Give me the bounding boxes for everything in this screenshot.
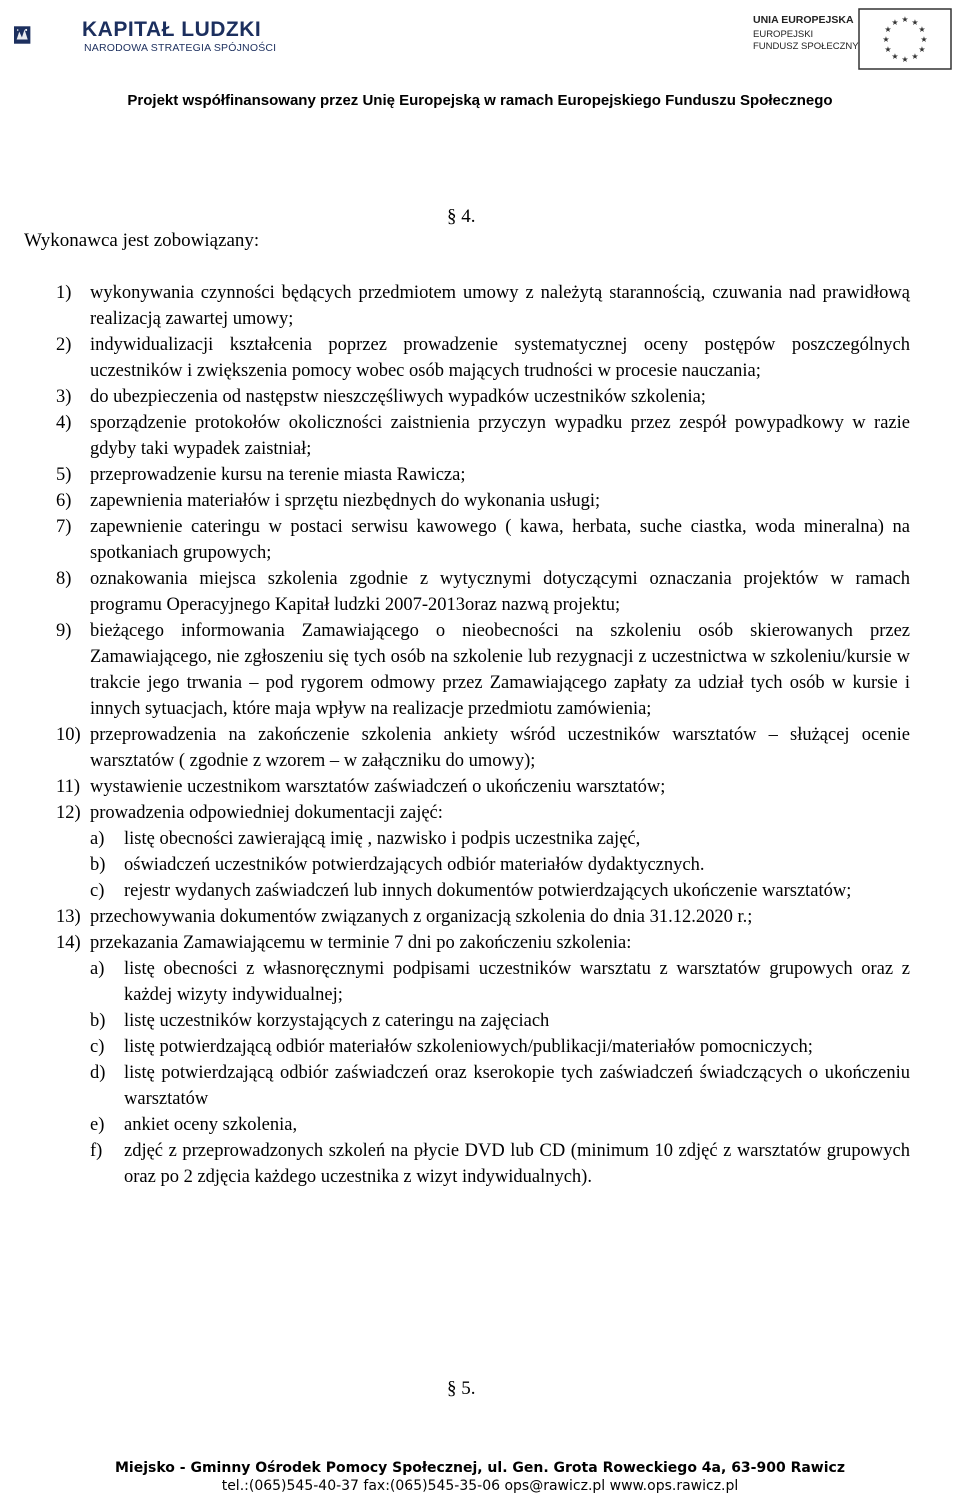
svg-text:★: ★ <box>918 45 926 54</box>
list-item: 5) przeprowadzenie kursu na terenie miasta Rawicza; <box>56 465 466 485</box>
list-item: 13) przechowywania dokumentów związanych z organizacją szkolenia do dnia 31.12.2020 r.; <box>56 907 753 927</box>
list-item: 2) indywidualizacji kształcenia poprzez prowadzenie systematycznej oceny postępów poszczególnych uczestników i zwiększenia pomocy wobec osób mających trudności w procesie nauczania; <box>56 335 910 381</box>
list-subitem: c) rejestr wydanych zaświadczeń lub innych dokumentów potwierdzających ukończenie warsztatów; <box>90 881 852 901</box>
list-subitem: f) zdjęć z przeprowadzonych szkoleń na płycie DVD lub CD (minimum 10 zdjęć z warsztatów grupowych oraz po 2 zdjęcia każdego uczestnika z wizyt indywidualnych). <box>90 1141 910 1187</box>
logo-right-line2: EUROPEJSKI <box>753 29 814 40</box>
cofinancing-note: Projekt współfinansowany przez Unię Europejską w ramach Europejskiego Funduszu Społecznego <box>127 92 833 109</box>
logo-left-subtitle: NARODOWA STRATEGIA SPÓJNOŚCI <box>84 42 277 54</box>
list-subitem: a) listę obecności zawierającą imię , nazwisko i podpis uczestnika zajęć, <box>90 829 641 849</box>
svg-text:★: ★ <box>884 45 892 54</box>
list-item: 3) do ubezpieczenia od następstw nieszczęśliwych wypadków uczestników szkolenia; <box>56 387 706 407</box>
footer-address: Miejsko - Gminny Ośrodek Pomocy Społecznej, ul. Gen. Grota Roweckiego 4a, 63-900 Rawicz <box>115 1460 845 1476</box>
svg-text:★: ★ <box>901 55 909 64</box>
svg-text:★: ★ <box>911 52 919 61</box>
footer-contact: tel.:(065)545-40-37 fax:(065)545-35-06 ops@rawicz.pl www.ops.rawicz.pl <box>221 1478 739 1494</box>
list-item: 1) wykonywania czynności będących przedmiotem umowy z należytą starannością, czuwania nad prawidłową realizacją zawartej umowy; <box>56 283 910 329</box>
logo-left-title: KAPITAŁ LUDZKI <box>82 18 262 41</box>
svg-text:★: ★ <box>911 18 919 27</box>
list-item: 12) prowadzenia odpowiedniej dokumentacji zajęć: <box>56 803 443 823</box>
list-item: 4) sporządzenie protokołów okoliczności zaistnienia przyczyn wypadku przez zespół powypadkowy w razie gdyby taki wypadek zaistniał; <box>56 413 910 459</box>
section-number: § 4. <box>447 206 476 227</box>
kapital-ludzki-emblem <box>14 2 80 68</box>
svg-text:★: ★ <box>884 25 892 34</box>
svg-text:★: ★ <box>891 52 899 61</box>
eu-flag-icon <box>858 8 952 70</box>
list-item: 10) przeprowadzenia na zakończenie szkolenia ankiety wśród uczestników warsztatów – służącej ocenie warsztatów ( zgodnie z wzorem – w załączniku do umowy); <box>56 725 910 771</box>
list-subitem: b) oświadczeń uczestników potwierdzających odbiór materiałów dydaktycznych. <box>90 855 705 875</box>
list-item: 14) przekazania Zamawiającemu w terminie 7 dni po zakończeniu szkolenia: <box>56 933 632 953</box>
list-subitem: d) listę potwierdzającą odbiór zaświadczeń oraz kserokopie tych zaświadczeń świadczących o ukończeniu warsztatów <box>90 1063 910 1109</box>
svg-text:★: ★ <box>882 35 890 44</box>
obligations-list <box>20 280 910 1190</box>
svg-text:★: ★ <box>918 25 926 34</box>
list-subitem: e) ankiet oceny szkolenia, <box>90 1115 298 1135</box>
section-intro: Wykonawca jest zobowiązany: <box>24 230 260 251</box>
list-subitem: c) listę potwierdzającą odbiór materiałów szkoleniowych/publikacji/materiałów pomocniczych; <box>90 1037 813 1057</box>
svg-text:★: ★ <box>891 18 899 27</box>
logo-right-line3: FUNDUSZ SPOŁECZNY <box>753 41 859 52</box>
list-item: 11) wystawienie uczestnikom warsztatów zaświadczeń o ukończeniu warsztatów; <box>56 777 666 797</box>
logo-right-line1: UNIA EUROPEJSKA <box>753 14 854 26</box>
list-subitem: a) listę obecności z własnoręcznymi podpisami uczestników warsztatu z warsztatów grupowych oraz z każdej wizyty indywidualnej; <box>90 959 910 1005</box>
list-item: 9) bieżącego informowania Zamawiającego o nieobecności na szkoleniu osób skierowanych przez Zamawiającego, nie zgłoszeniu się tych osób na szkolenie lub rezygnacji z uczestnictwa w szkoleniu/kursie w trakcie jego trwania – pod rygorem odmowy przez Zamawiającego zapłaty za udział tych osób w kursie i innych sytuacjach, które maja wpływ na realizacje przedmiotu zamówienia; <box>56 621 910 719</box>
next-section-number: § 5. <box>447 1378 476 1399</box>
list-subitem: b) listę uczestników korzystających z cateringu na zajęciach <box>90 1011 550 1031</box>
svg-text:★: ★ <box>920 35 928 44</box>
list-item: 7) zapewnienie cateringu w postaci serwisu kawowego ( kawa, herbata, suche ciastka, woda mineralna) na spotkaniach grupowych; <box>56 517 910 563</box>
list-item: 6) zapewnienia materiałów i sprzętu niezbędnych do wykonania usługi; <box>56 491 601 511</box>
svg-text:★: ★ <box>901 15 909 24</box>
list-item: 8) oznakowania miejsca szkolenia zgodnie z wytycznymi dotyczącymi oznaczania projektów w ramach programu Operacyjnego Kapitał ludzki 2007-2013oraz nazwą projektu; <box>56 569 910 615</box>
